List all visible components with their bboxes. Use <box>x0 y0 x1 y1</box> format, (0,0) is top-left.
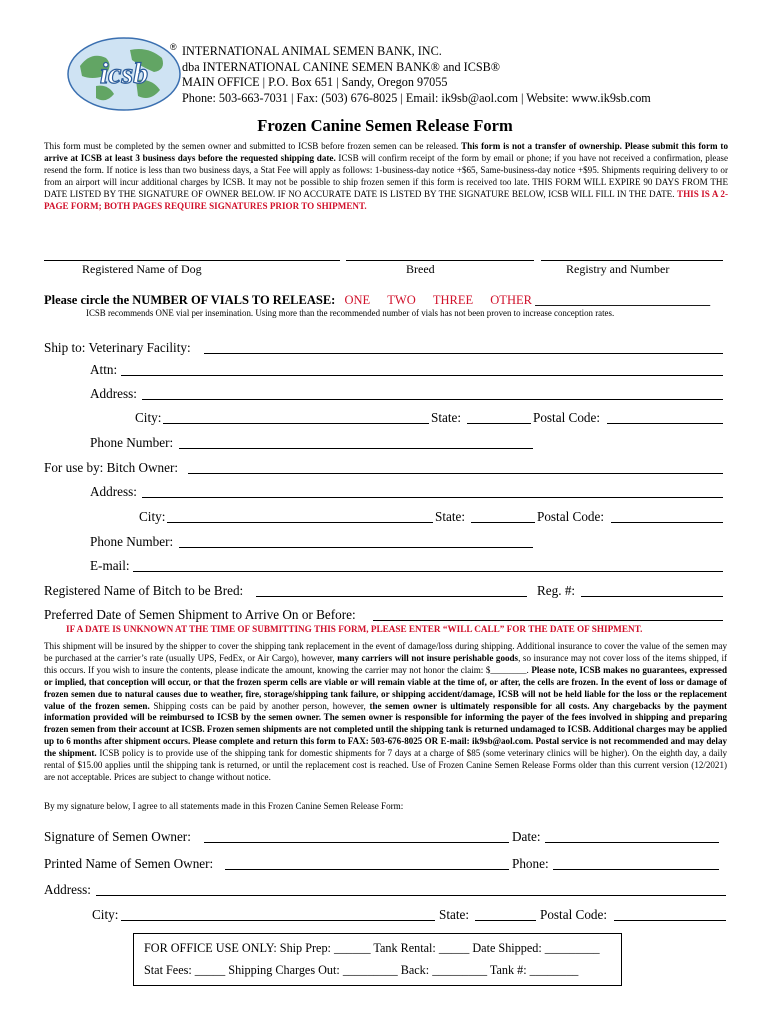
ship-postal-field[interactable] <box>607 423 723 424</box>
ship-phone-field[interactable] <box>179 448 533 449</box>
facility-field[interactable] <box>204 353 723 354</box>
facility-label: Ship to: Veterinary Facility: <box>44 340 191 355</box>
printed-name-field[interactable] <box>225 869 509 870</box>
attn-field[interactable] <box>121 375 723 376</box>
sign-state-field[interactable] <box>475 920 536 921</box>
office-line-1: FOR OFFICE USE ONLY: Ship Prep: ______ Tank Rental: _____ Date Shipped: _________ <box>144 941 600 955</box>
sign-postal-label: Postal Code: <box>540 907 608 922</box>
owner-email-label: E-mail: <box>90 558 130 573</box>
org-name: INTERNATIONAL ANIMAL SEMEN BANK, INC. <box>182 44 442 58</box>
owner-state-field[interactable] <box>471 522 535 523</box>
vials-row <box>44 293 710 308</box>
bitch-owner-label: For use by: Bitch Owner: <box>44 460 179 475</box>
bitch-owner-field[interactable] <box>188 473 723 474</box>
vials-three[interactable]: THREE <box>432 293 474 307</box>
ship-state-label: State: <box>431 410 462 425</box>
registry-label: Registry and Number <box>566 262 670 276</box>
bitch-reg-name-label: Registered Name of Bitch to be Bred: <box>44 583 244 598</box>
owner-postal-field[interactable] <box>611 522 723 523</box>
office-use-box <box>133 933 622 986</box>
owner-phone-field[interactable] <box>179 547 533 548</box>
agreement-statement: By my signature below, I agree to all statements made in this Frozen Canine Semen Release Form: <box>44 801 404 811</box>
printed-name-label: Printed Name of Semen Owner: <box>44 856 214 871</box>
bitch-reg-no-field[interactable] <box>581 596 723 597</box>
terms-paragraph: This shipment will be insured by the shipper to cover the shipping tank replacement in the event of damage/loss during shipping. Additional insurance to cover the value of the semen may be purchased at the carrier’s rate (usually UPS, FedEx, or Air Cargo), however, many carriers will not insure perishable goods, so insurance may not cover loss of the items shipped, if this occurs. If you wish to insure the contents, please indicate the amount, knowing the carrier may not honor the claim: $________. Please note, ICSB makes no guarantees, expressed or implied, that conception will occur, or that the frozen sperm cells are viable or will remain viable at the time of, or after, the cells are frozen. In the event of loss or damage of frozen semen due to natural causes due to weather, fire, storage/shipping tank failure, or shipping accident/damage, ICSB will not be held liable for the loss or the replacement value of the frozen semen. Shipping costs can be paid by another person, however, the semen owner is ultimately responsible for all costs. Any chargebacks by the payment information provided will be reimbursed to ICSB by the semen owner. The semen owner is responsible for informing the payer of the fees involved in shipping and preparing frozen semen from their account at ICSB. Frozen semen shipments are not completed until the shipping tank is returned undamaged to ICSB. Additional charges may be applied up to 6 months after shipment occurs. Please complete and return this form to FAX: 503-676-8025 OR E-mail: ik9sb@aol.com. Postal service is not recommended and may delay the shipment. ICSB policy is to provide use of the shipping tank for domestic shipments for 7 days at a charge of $85 (some veterinary clinics will be higher). On the eighth day, a daily rental of $15.00 applies until the shipping tank is returned, or until the replacement cost is reached. Use of Frozen Canine Semen Release Forms older than this current version (12/2021) are not acceptable. Prices are subject to change without notice. <box>44 641 727 782</box>
owner-address-label: Address: <box>90 484 137 499</box>
sign-phone-field[interactable] <box>553 869 719 870</box>
owner-address-field[interactable] <box>142 497 723 498</box>
vials-other[interactable]: OTHER <box>490 293 532 307</box>
owner-email-field[interactable] <box>133 571 723 572</box>
org-address: MAIN OFFICE | P.O. Box 651 | Sandy, Oregon 97055 <box>182 75 448 90</box>
sign-date-field[interactable] <box>545 842 719 843</box>
owner-state-label: State: <box>435 509 466 524</box>
icsb-logo <box>66 36 182 112</box>
intro-paragraph: This form must be completed by the semen owner and submitted to ICSB before frozen semen can be released. This form is not a transfer of ownership. Please submit this form to arrive at ICSB at least 3 business days before the requested shipping date. ICSB will confirm receipt of the form by email or phone; if you have not received a confirmation, please resend the form. If notice is less than two business days, a Stat Fee will apply as follows: 1-business-day notice +$65, Same-business-day notice +$95. Shipments requiring delivery to or from an airport will incur additional charges by ICSB. It may not be possible to ship frozen semen if this form is received too late. THIS FORM WILL EXPIRE 90 DAYS FROM THE DATE LISTED BY THE SIGNATURE OF OWNER BELOW. IF NO ACCURATE DATE IS LISTED BY THE SIGNATURE BELOW, ICSB WILL FILL IN THE DATE. THIS IS A 2-PAGE FORM; BOTH PAGES REQUIRE SIGNATURES PRIOR TO SHIPMENT. <box>44 141 728 211</box>
breed-label: Breed <box>406 262 435 276</box>
sign-phone-label: Phone: <box>512 856 549 871</box>
owner-city-label: City: <box>139 509 166 524</box>
ship-address-field[interactable] <box>142 399 723 400</box>
org-contact: Phone: 503-663-7031 | Fax: (503) 676-8025 | Email: ik9sb@aol.com | Website: www.ik9sb.com <box>182 90 651 105</box>
preferred-date-field[interactable] <box>373 620 723 621</box>
owner-city-field[interactable] <box>167 522 433 523</box>
letterhead <box>182 44 651 106</box>
date-warning: IF A DATE IS UNKNOWN AT THE TIME OF SUBMITTING THIS FORM, PLEASE ENTER “WILL CALL” FOR THE DATE OF SHIPMENT. <box>66 624 643 634</box>
ship-city-field[interactable] <box>163 423 429 424</box>
sign-date-label: Date: <box>512 829 541 844</box>
office-line-2: Stat Fees: _____ Shipping Charges Out: _________ Back: _________ Tank #: ________ <box>144 963 579 977</box>
breed-field[interactable] <box>346 260 534 261</box>
dog-name-label: Registered Name of Dog <box>82 262 202 276</box>
ship-city-label: City: <box>135 410 162 425</box>
ship-phone-label: Phone Number: <box>90 435 174 450</box>
vials-one[interactable]: ONE <box>344 293 371 307</box>
attn-label: Attn: <box>90 362 118 377</box>
vials-note: ICSB recommends ONE vial per insemination. Using more than the recommended number of vials has not been proven to increase conception rates. <box>86 308 615 318</box>
dog-name-field[interactable] <box>44 260 340 261</box>
sign-state-label: State: <box>439 907 470 922</box>
registry-field[interactable] <box>541 260 723 261</box>
signature-label: Signature of Semen Owner: <box>44 829 191 844</box>
ship-state-field[interactable] <box>467 423 531 424</box>
vials-two[interactable]: TWO <box>387 293 416 307</box>
sign-city-field[interactable] <box>121 920 435 921</box>
ship-postal-label: Postal Code: <box>533 410 601 425</box>
signature-field[interactable] <box>204 842 509 843</box>
preferred-date-label: Preferred Date of Semen Shipment to Arrive On or Before: <box>44 607 356 622</box>
form-title: Frozen Canine Semen Release Form <box>257 116 513 135</box>
vials-other-field[interactable]: ____________________________ <box>535 293 711 307</box>
owner-phone-label: Phone Number: <box>90 534 174 549</box>
sign-address-field[interactable] <box>96 895 726 896</box>
sign-address-label: Address: <box>44 882 91 897</box>
sign-city-label: City: <box>92 907 119 922</box>
bitch-reg-name-field[interactable] <box>256 596 527 597</box>
owner-postal-label: Postal Code: <box>537 509 605 524</box>
vials-label: Please circle the NUMBER OF VIALS TO RELEASE: <box>44 293 336 307</box>
logo-text: icsb <box>99 57 149 90</box>
org-dba: dba INTERNATIONAL CANINE SEMEN BANK® and ICSB® <box>182 59 500 74</box>
bitch-reg-no-label: Reg. #: <box>537 583 576 598</box>
sign-postal-field[interactable] <box>614 920 726 921</box>
ship-address-label: Address: <box>90 386 137 401</box>
svg-text:®: ® <box>170 42 177 52</box>
